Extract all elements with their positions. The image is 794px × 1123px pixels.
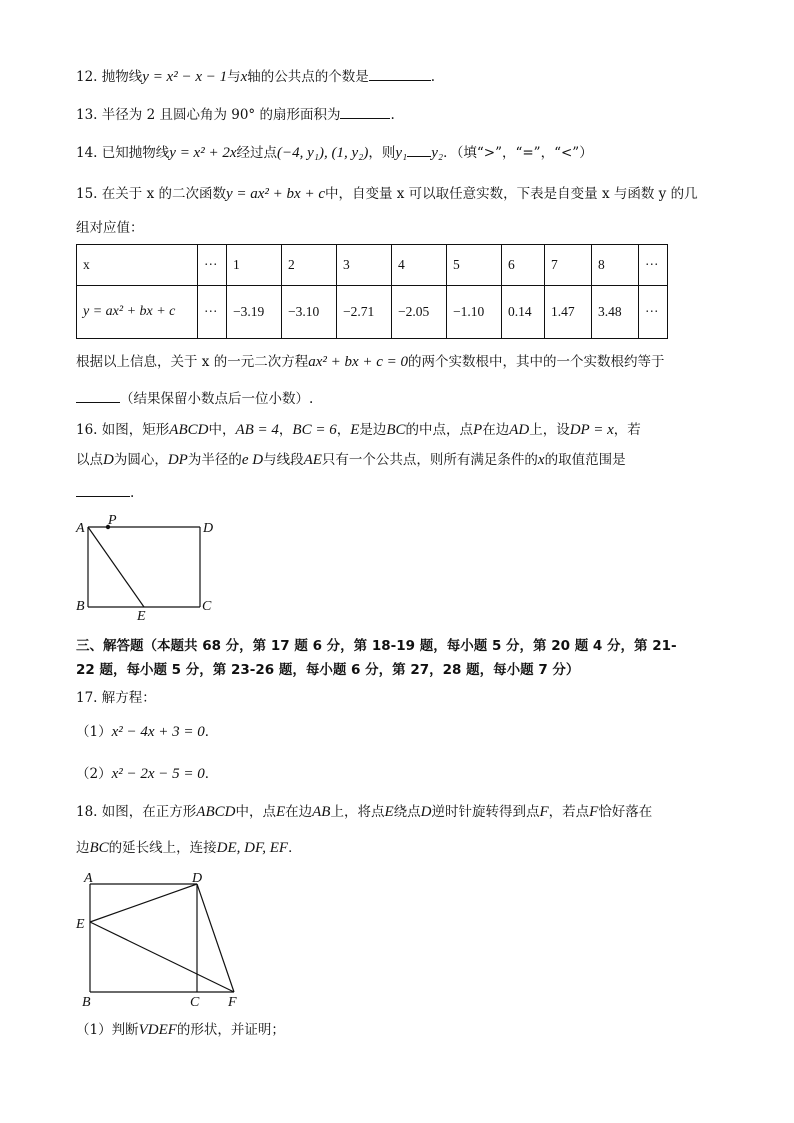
segment-ae: [88, 527, 144, 607]
answer-blank[interactable]: [340, 104, 390, 119]
label-e: E: [137, 609, 146, 620]
label-d: D: [192, 871, 203, 886]
table-row: x ··· 1 2 3 4 5 6 7 8 ···: [77, 245, 668, 286]
question-15: 15. 在关于 x 的二次函数y = ax² + bx + c中，自变量 x 可以取任意实数，下表是自变量 x 与函数 y 的几: [76, 186, 698, 202]
question-18-part-1: （1）判断VDEF的形状，并证明；: [76, 1022, 285, 1038]
segment-de: [90, 884, 197, 922]
value-table: [76, 244, 668, 339]
answer-blank[interactable]: [76, 482, 130, 497]
rectangle-figure: [70, 510, 230, 620]
label-p: P: [108, 513, 117, 528]
square-figure: [72, 868, 252, 1012]
question-17-part-2: （2）x² − 2x − 5 = 0．: [76, 766, 219, 782]
label-c: C: [190, 995, 200, 1010]
answer-blank[interactable]: [369, 66, 431, 81]
question-17-part-1: （1）x² − 4x + 3 = 0．: [76, 724, 219, 740]
question-16-cont: .: [76, 482, 134, 503]
segment-df: [197, 884, 234, 992]
label-a: A: [76, 521, 85, 536]
question-18-cont: 边BC的延长线上，连接DE, DF, EF．: [76, 840, 302, 856]
label-c: C: [202, 599, 212, 614]
question-14: 14. 已知抛物线y = x² + 2x经过点(−4, y₁), (1, y₂)，则y₁ y₂．（填“>”，“=”，“<”）: [76, 142, 593, 163]
question-15-cont: 根据以上信息，关于 x 的一元二次方程ax² + bx + c = 0的两个实数根中，其中的一个实数根约等于: [76, 354, 665, 370]
question-18: 18. 如图，在正方形ABCD中，点E在边AB上，将点E绕点D逆时针旋转得到点F，若点F恰好落在: [76, 804, 653, 820]
answer-blank[interactable]: [407, 142, 431, 157]
section-3-heading: 三、解答题（本题共 68 分，第 17 题 6 分，第 18-19 题，每小题 5 分，第 20 题 4 分，第 21-: [76, 638, 677, 654]
question-13: 13. 半径为 2 且圆心角为 90° 的扇形面积为 .: [76, 104, 395, 125]
question-16: 16. 如图，矩形ABCD中，AB = 4，BC = 6，E是边BC的中点，点P在边AD上，设DP = x，若: [76, 422, 641, 438]
label-f: F: [228, 995, 237, 1010]
question-15-cont: （结果保留小数点后一位小数）.: [76, 388, 313, 409]
section-3-heading-cont: 22 题，每小题 5 分，第 23-26 题，每小题 6 分，第 27，28 题，每小题 7 分）: [76, 662, 580, 678]
label-e: E: [76, 917, 85, 932]
question-12: 12. 抛物线y = x² − x − 1与x轴的公共点的个数是 .: [76, 66, 435, 87]
question-16-cont: 以点D为圆心，DP为半径的e D与线段AE只有一个公共点，则所有满足条件的x的取值范围是: [76, 452, 626, 468]
label-d: D: [203, 521, 214, 536]
segment-ef: [90, 922, 234, 992]
question-15-cont: 组对应值：: [76, 220, 144, 236]
answer-blank[interactable]: [76, 388, 120, 403]
question-17: 17. 解方程：: [76, 690, 156, 706]
label-b: B: [82, 995, 91, 1010]
label-b: B: [76, 599, 85, 614]
table-row: y = ax² + bx + c ··· −3.19 −3.10 −2.71 −2.05 −1.10 0.14 1.47 3.48 ···: [77, 286, 668, 339]
label-a: A: [84, 871, 93, 886]
